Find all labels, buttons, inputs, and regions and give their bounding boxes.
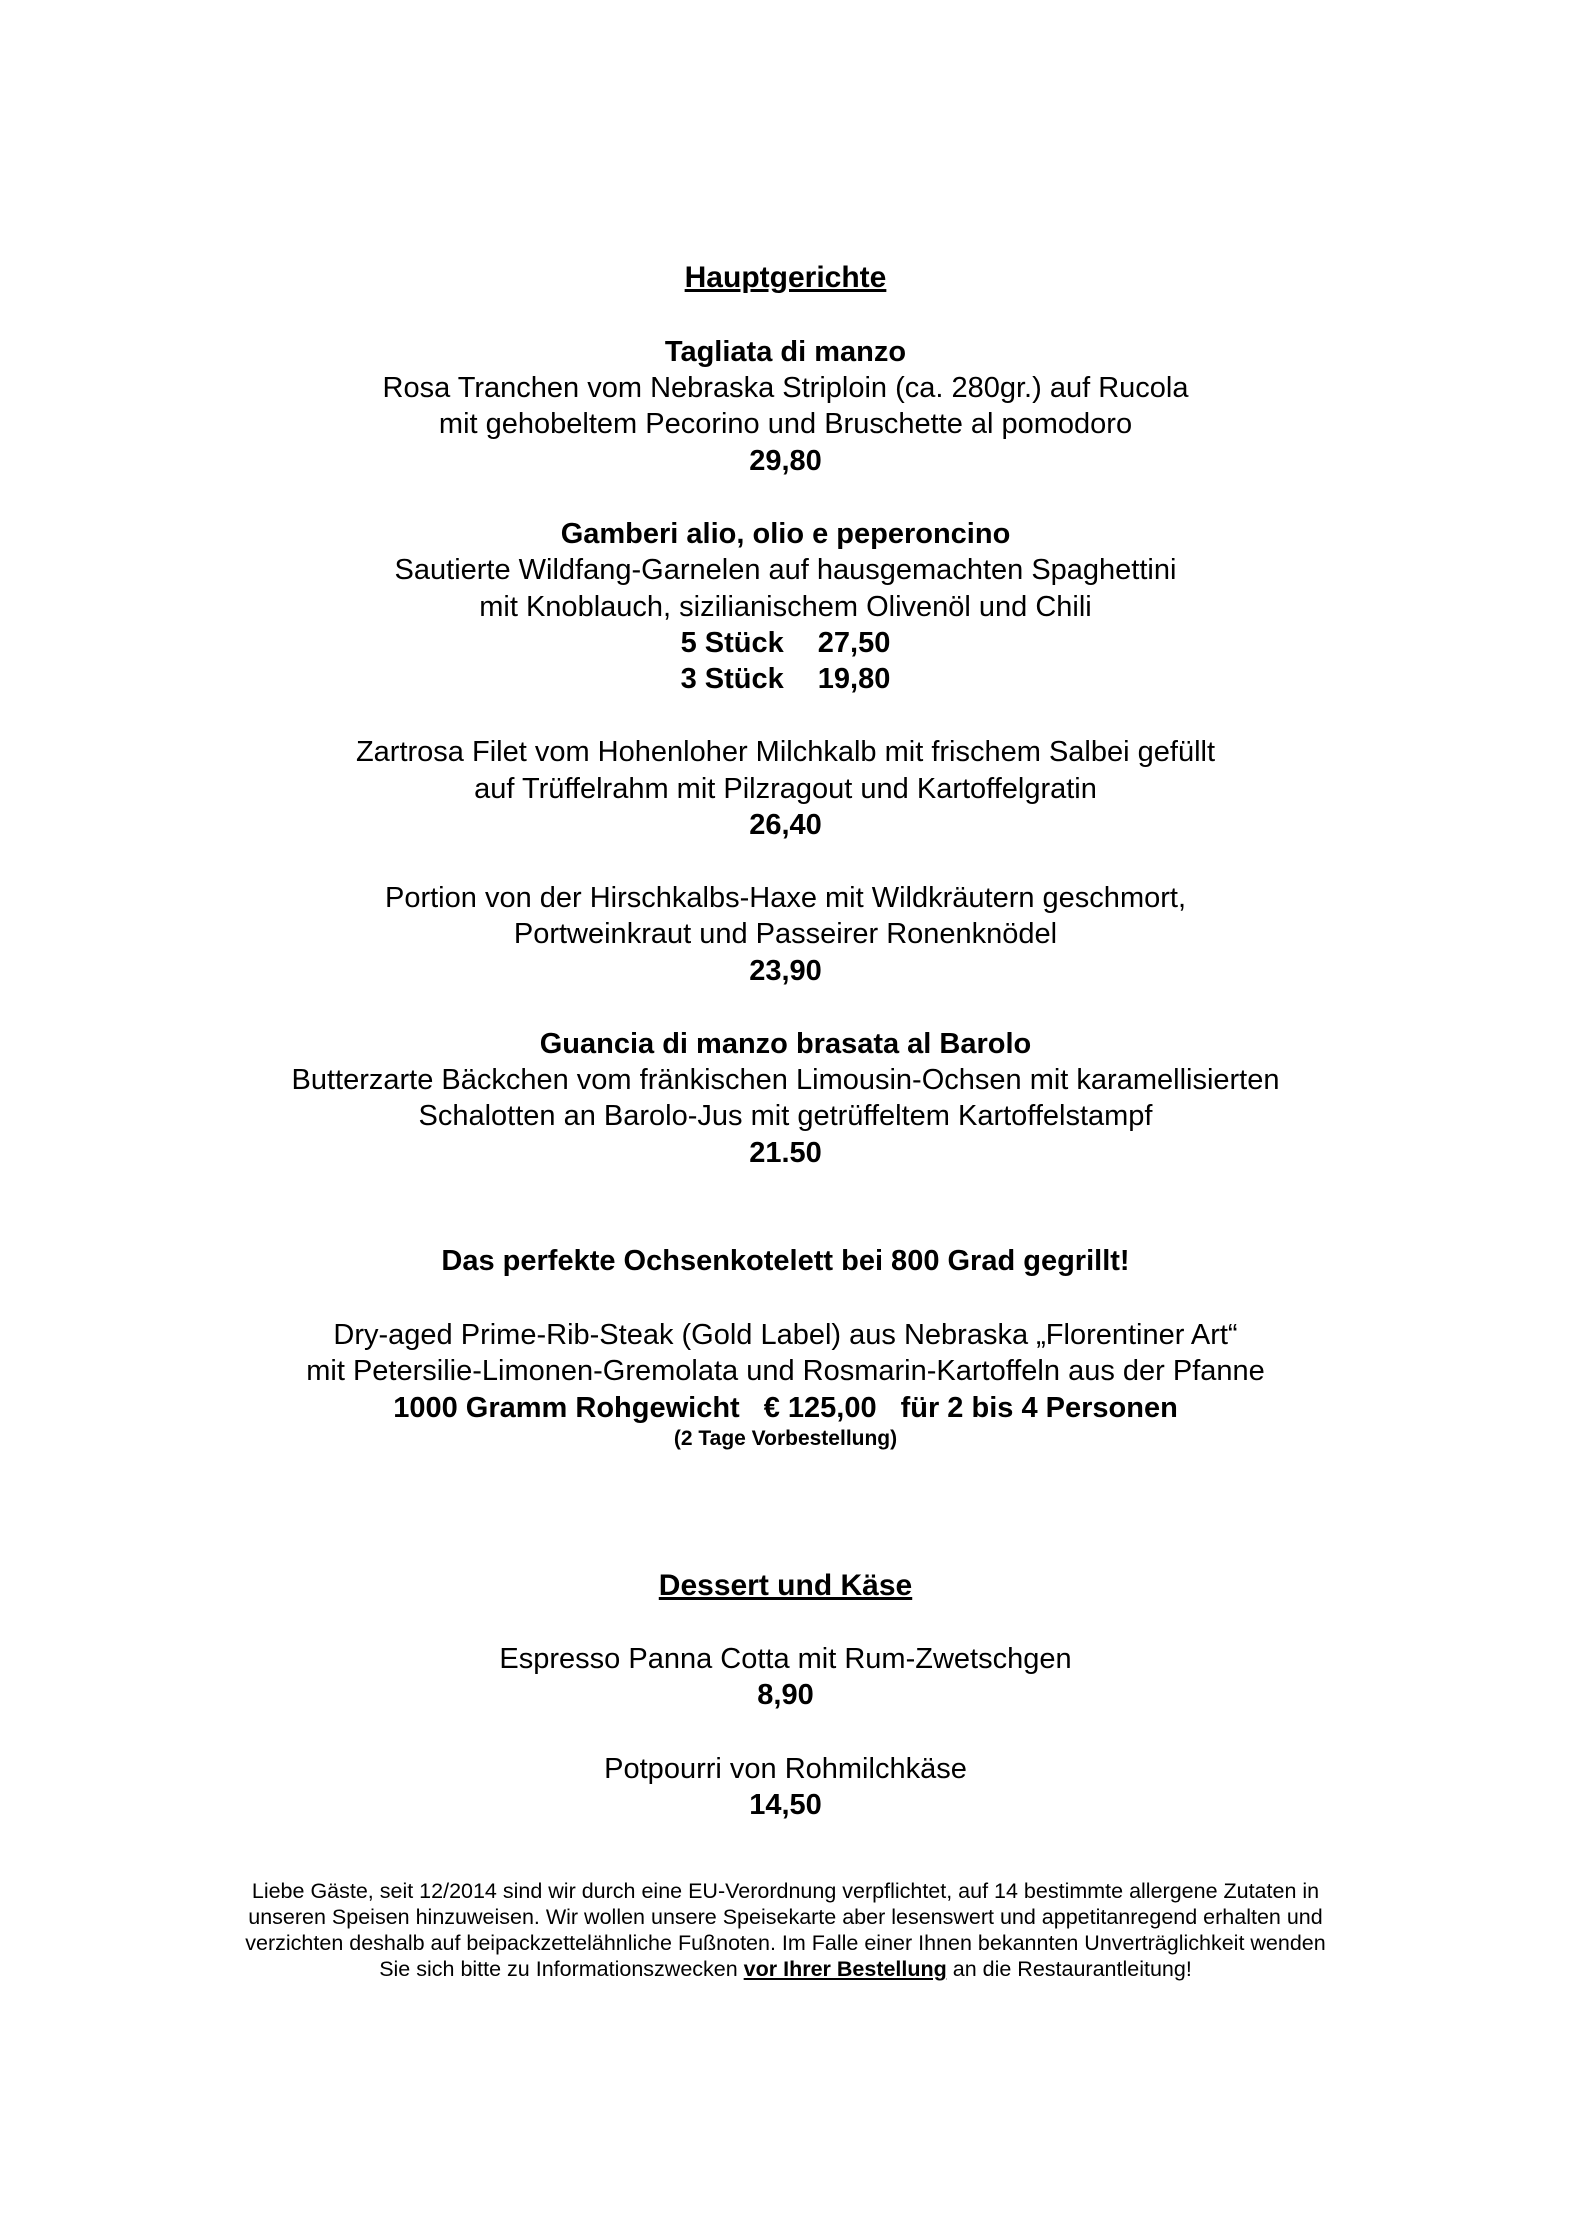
option-qty: 3 Stück: [680, 663, 784, 695]
dish-price: 21.50: [749, 1137, 822, 1169]
allergen-note-line: verzichten deshalb auf beipackzettelähnliche Fußnoten. Im Falle einer Ihnen bekannten Unverträglichkeit wenden: [245, 1931, 1326, 1955]
special-price: € 125,00: [763, 1392, 877, 1424]
dish-option: [0, 661, 1571, 697]
dish-description: auf Trüffelrahm mit Pilzragout und Kartoffelgratin: [474, 773, 1097, 805]
allergen-note-text: Sie sich bitte zu Informationszwecken: [379, 1957, 744, 1981]
dish-description: Sautierte Wildfang-Garnelen auf hausgemachten Spaghettini: [394, 554, 1177, 586]
allergen-note-text: an die Restaurantleitung!: [946, 1957, 1192, 1981]
special-price-line: [0, 1390, 1571, 1426]
dish-name: Tagliata di manzo: [664, 336, 907, 368]
dish-description: Butterzarte Bäckchen vom fränkischen Limousin-Ochsen mit karamellisierten: [291, 1064, 1280, 1096]
special-description: Dry-aged Prime-Rib-Steak (Gold Label) aus Nebraska „Florentiner Art“: [333, 1319, 1238, 1351]
dish-description: Portion von der Hirschkalbs-Haxe mit Wildkräutern geschmort,: [385, 882, 1186, 914]
dish-name: Guancia di manzo brasata al Barolo: [539, 1028, 1032, 1060]
section-title-dessert: Dessert und Käse: [658, 1569, 913, 1602]
special-heading: Das perfekte Ochsenkotelett bei 800 Grad gegrillt!: [441, 1245, 1130, 1277]
special-description: mit Petersilie-Limonen-Gremolata und Rosmarin-Kartoffeln aus der Pfanne: [306, 1355, 1265, 1387]
special-weight: 1000 Gramm Rohgewicht: [393, 1392, 740, 1424]
dish-option: [0, 625, 1571, 661]
allergen-note-line: [175, 1956, 1396, 1982]
allergen-note: [175, 1878, 1396, 1982]
option-price: 27,50: [817, 627, 891, 659]
dish-description: Schalotten an Barolo-Jus mit getrüffeltem Kartoffelstampf: [418, 1100, 1153, 1132]
special-persons: für 2 bis 4 Personen: [900, 1392, 1178, 1424]
section-title-main: Hauptgerichte: [684, 261, 887, 294]
dessert-price: 14,50: [749, 1789, 822, 1821]
dessert-price: 8,90: [757, 1679, 814, 1711]
special-note: (2 Tage Vorbestellung): [673, 1427, 898, 1450]
dish-price: 29,80: [749, 445, 822, 477]
dish-name: Gamberi alio, olio e peperoncino: [560, 518, 1011, 550]
dish-price: 23,90: [749, 955, 822, 987]
dessert-description: Potpourri von Rohmilchkäse: [604, 1753, 967, 1785]
dish-description: Portweinkraut und Passeirer Ronenknödel: [513, 918, 1058, 950]
option-qty: 5 Stück: [680, 627, 784, 659]
dish-description: Rosa Tranchen vom Nebraska Striploin (ca. 280gr.) auf Rucola: [382, 372, 1189, 404]
dish-description: mit gehobeltem Pecorino und Bruschette al pomodoro: [438, 408, 1133, 440]
allergen-note-line: Liebe Gäste, seit 12/2014 sind wir durch eine EU-Verordnung verpflichtet, auf 14 bestimmte allergene Zutaten in: [251, 1879, 1320, 1903]
dish-price: 26,40: [749, 809, 822, 841]
option-price: 19,80: [817, 663, 891, 695]
dish-description: mit Knoblauch, sizilianischem Olivenöl und Chili: [479, 591, 1092, 623]
allergen-note-line: unseren Speisen hinzuweisen. Wir wollen unsere Speisekarte aber lesenswert und appetitanregend erhalten und: [248, 1905, 1323, 1929]
dish-description: Zartrosa Filet vom Hohenloher Milchkalb mit frischem Salbei gefüllt: [355, 736, 1216, 768]
dessert-description: Espresso Panna Cotta mit Rum-Zwetschgen: [499, 1643, 1072, 1675]
allergen-note-emphasis: vor Ihrer Bestellung: [743, 1957, 947, 1981]
